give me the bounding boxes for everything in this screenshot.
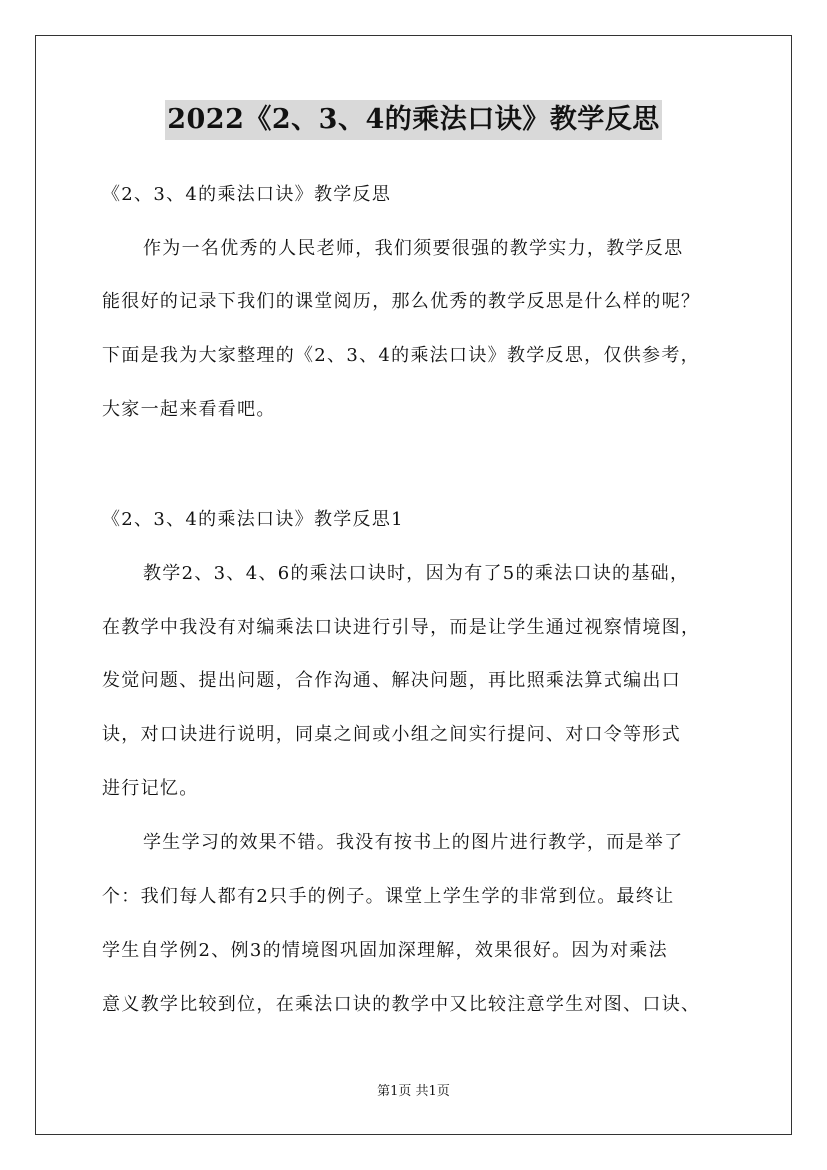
- section-heading: 《2、3、4的乘法口诀》教学反思1: [102, 509, 404, 530]
- paragraph-line: 作为一名优秀的人民老师，我们须要很强的教学实力，教学反思: [143, 238, 684, 259]
- paragraph-line: 学生自学例2、例3的情境图巩固加深理解，效果很好。因为对乘法: [102, 940, 668, 961]
- paragraph-line: 教学2、3、4、6的乘法口诀时，因为有了5的乘法口诀的基础，: [143, 563, 690, 584]
- paragraph-line: 发觉问题、提出问题，合作沟通、解决问题，再比照乘法算式编出口: [102, 670, 681, 691]
- paragraph-line: 意义教学比较到位，在乘法口诀的教学中又比较注意学生对图、口诀、: [102, 994, 701, 1015]
- title-container: [0, 100, 827, 140]
- paragraph-line: 能很好的记录下我们的课堂阅历，那么优秀的教学反思是什么样的呢？: [102, 291, 701, 312]
- paragraph-line: 诀，对口诀进行说明，同桌之间或小组之间实行提问、对口令等形式: [102, 724, 681, 745]
- page-footer: 第1页 共1页: [377, 1084, 450, 1099]
- document-title: 2022《2、3、4的乘法口诀》教学反思: [165, 100, 662, 140]
- paragraph-line: 进行记忆。: [102, 778, 199, 799]
- paragraph-line: 大家一起来看看吧。: [102, 399, 276, 420]
- paragraph-line: 下面是我为大家整理的《2、3、4的乘法口诀》教学反思，仅供参考，: [102, 345, 700, 366]
- paragraph-line: 在教学中我没有对编乘法口诀进行引导，而是让学生通过视察情境图，: [102, 617, 701, 638]
- paragraph-line: 学生学习的效果不错。我没有按书上的图片进行教学，而是举了: [143, 832, 684, 853]
- section-heading: 《2、3、4的乘法口诀》教学反思: [102, 184, 392, 205]
- paragraph-line: 个：我们每人都有2只手的例子。课堂上学生学的非常到位。最终让: [102, 886, 675, 907]
